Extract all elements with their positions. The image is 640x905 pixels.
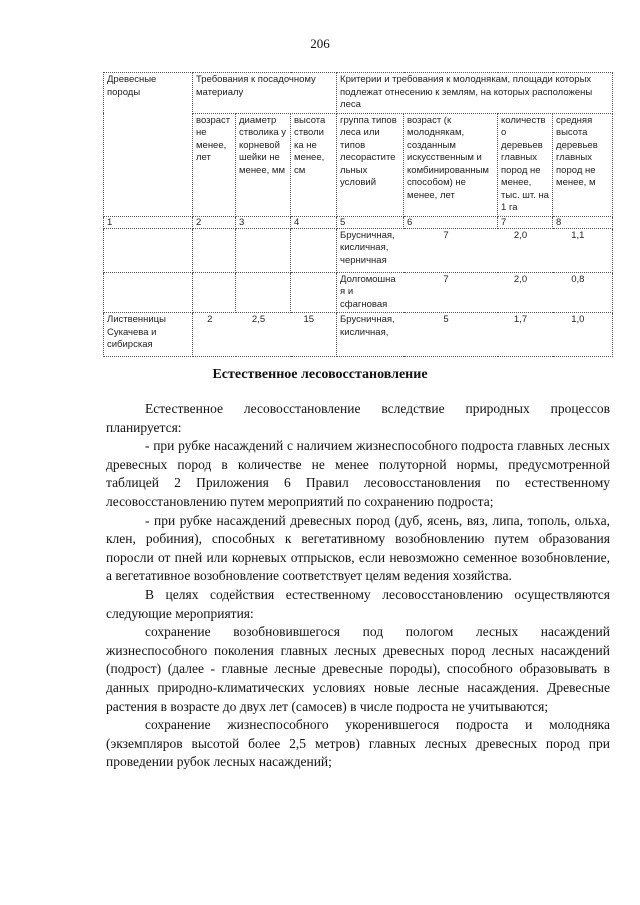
cell-forest-group: Брусничная, кисличная, черничная xyxy=(337,228,404,272)
column-index: 5 xyxy=(337,216,404,228)
column-index: 1 xyxy=(104,216,193,228)
cell-average-height: 1,1 xyxy=(553,228,613,272)
paragraph: сохранение возобновившегося под пологом лесных насаждений жизнеспособного поколения главных лесных древесных пород лесных насаждений (подрост) (далее - главные лесные древесные породы), способного образовывать в данных природно-климатических условиях новые лесные насаждения. Древесные растения в возрасте до двух лет (самосев) в числе подроста не учитываются; xyxy=(106,624,610,714)
header-forest-group: группа типов леса или типов лесорастительных условий xyxy=(337,113,404,216)
cell-species xyxy=(104,228,193,272)
cell-species: Лиственницы Сукачева и сибирская xyxy=(104,313,193,357)
header-diameter: диаметр стволика у корневой шейки не менее, мм xyxy=(236,113,291,216)
cell-height xyxy=(291,228,337,272)
paragraph: В целях содействия естественному лесовосстановлению осуществляются следующие мероприятия: xyxy=(106,586,610,621)
cell-forest-group: Долгомошная и сфагновая xyxy=(337,272,404,313)
paragraph: Естественное лесовосстановление вследствие природных процессов планируется: xyxy=(106,401,610,435)
column-index: 8 xyxy=(553,216,613,228)
header-height: высота стволи ка не менее, см xyxy=(291,113,337,216)
paragraph: сохранение жизнеспособного укоренившегося подроста и молодняка (экземпляров высотой более 2,5 метров) главных лесных древесных пород при проведении рубок лесных насаждений; xyxy=(106,717,610,770)
cell-tree-count: 2,0 xyxy=(498,272,553,313)
cell-young-age: 7 xyxy=(404,228,498,272)
cell-height: 15 xyxy=(291,313,337,357)
cell-species xyxy=(104,272,193,313)
cell-young-age: 5 xyxy=(404,313,498,357)
section-title: Естественное лесовосстановление xyxy=(212,367,428,382)
paragraph: - при рубке насаждений древесных пород (дуб, ясень, вяз, липа, тополь, ольха, клен, робиния), способных к вегетативному возобновлению путем образования поросли от пней или корневых отпрысков, если невозможно семенное возобновление, а вегетативное возобновление соответствует целям ведения хозяйства. xyxy=(106,512,610,584)
cell-young-age: 7 xyxy=(404,272,498,313)
table-index-row xyxy=(104,216,613,228)
header-criteria: Критерии и требования к молоднякам, площади которых подлежат отнесению к землям, на которых расположены леса xyxy=(337,73,613,114)
cell-tree-count: 2,0 xyxy=(498,228,553,272)
column-index: 2 xyxy=(193,216,236,228)
column-index: 4 xyxy=(291,216,337,228)
body-text xyxy=(106,400,610,772)
cell-average-height: 1,0 xyxy=(553,313,613,357)
paragraph: - при рубке насаждений с наличием жизнеспособного подроста главных лесных древесных пород в количестве не менее полуторной нормы, предусмотренной таблицей 2 Приложения 6 Правил лесовосстановления по естественному лесовосстановлению путем мероприятий по сохранению подроста; xyxy=(106,438,610,509)
column-index: 6 xyxy=(404,216,498,228)
cell-diameter xyxy=(236,272,291,313)
table-header-row xyxy=(104,73,613,114)
header-species: Древесные породы xyxy=(104,73,193,217)
table-row xyxy=(104,228,613,272)
cell-age xyxy=(193,228,236,272)
cell-age xyxy=(193,272,236,313)
header-planting-material: Требования к посадочному материалу xyxy=(193,73,337,114)
column-index: 7 xyxy=(498,216,553,228)
page-number: 206 xyxy=(310,36,330,51)
column-index: 3 xyxy=(236,216,291,228)
header-age: возраст не менее, лет xyxy=(193,113,236,216)
table-row xyxy=(104,313,613,357)
cell-diameter xyxy=(236,228,291,272)
cell-tree-count: 1,7 xyxy=(498,313,553,357)
header-young-age: возраст (к молоднякам, созданным искусственным и комбинированным способом) не менее, лет xyxy=(404,113,498,216)
header-average-height: средняя высота деревьев главных пород не менее, м xyxy=(553,113,613,216)
table-row xyxy=(104,272,613,313)
cell-height xyxy=(291,272,337,313)
header-tree-count: количество деревьев главных пород не менее, тыс. шт. на 1 га xyxy=(498,113,553,216)
requirements-table xyxy=(103,72,613,357)
cell-forest-group: Брусничная, кисличная, xyxy=(337,313,404,357)
cell-average-height: 0,8 xyxy=(553,272,613,313)
cell-age: 2 xyxy=(193,313,236,357)
cell-diameter: 2,5 xyxy=(236,313,291,357)
